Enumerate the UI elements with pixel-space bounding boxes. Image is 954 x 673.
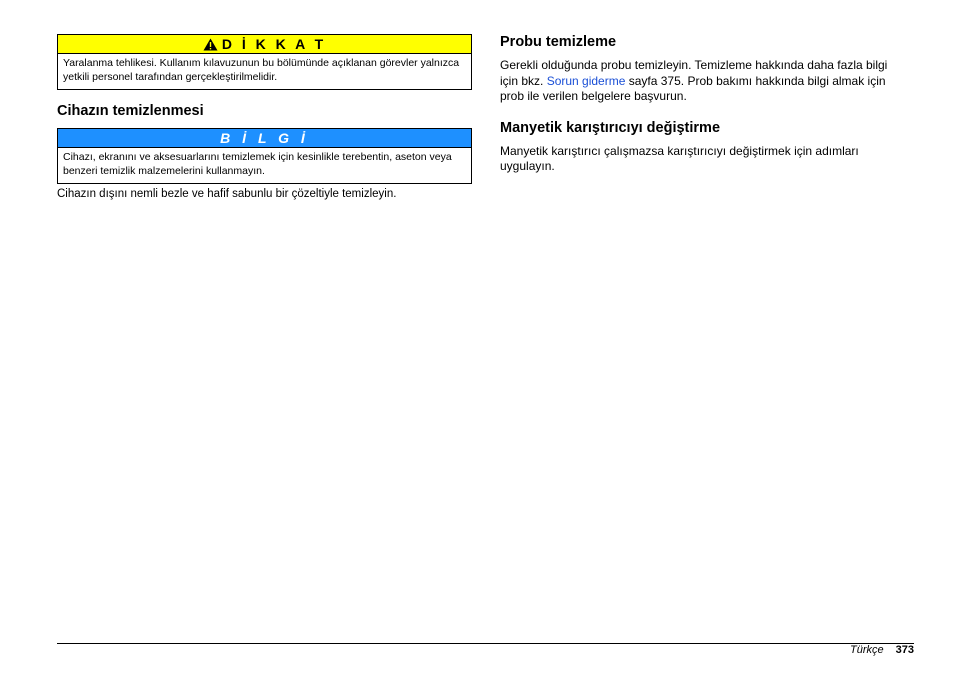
section-title-probe: Probu temizleme — [500, 34, 617, 50]
left-column — [57, 34, 472, 203]
caution-box — [57, 34, 472, 90]
footer-language: Türkçe — [850, 644, 884, 656]
caution-header — [58, 35, 471, 54]
footer — [850, 644, 914, 656]
info-box — [57, 128, 472, 184]
sorun-giderme-link[interactable]: Sorun giderme — [546, 73, 626, 88]
footer-divider — [57, 643, 914, 644]
probe-body — [500, 58, 900, 105]
warning-triangle-icon — [203, 38, 218, 51]
caution-label: D İ K K A T — [221, 36, 327, 52]
section-title-stirrer: Manyetik karıştırıcıyı değiştirme — [500, 119, 721, 136]
probe-text-after: sayfa 375. Prob bakımı hakkında bilgi almak için prob ile verilen belgelere başvurun. — [500, 73, 886, 103]
info-header — [58, 129, 471, 148]
info-text: Cihazı, ekranını ve aksesuarlarını temizlemek için kesinlikle terebentin, aseton veya benzeri temizlik malzemelerini kullanmayın. — [63, 151, 452, 177]
right-column — [500, 34, 900, 175]
section-title-cleaning: Cihazın temizlenmesi — [57, 103, 204, 119]
stirrer-body: Manyetik karıştırıcı çalışmazsa karıştırıcıyı değiştirmek için adımları uygulayın. — [500, 143, 859, 173]
cleaning-body: Cihazın dışını nemli bezle ve hafif sabunlu bir çözeltiyle temizleyin. — [57, 188, 397, 200]
page-number: 373 — [895, 644, 914, 656]
probe-text-before: Gerekli olduğunda probu temizleyin. Temizleme hakkında daha fazla bilgi için bkz. — [500, 58, 888, 88]
info-label: B İ L G İ — [220, 130, 309, 146]
caution-text: Yaralanma tehlikesi. Kullanım kılavuzunun bu bölümünde açıklanan görevler yalnızca yetkili personel tarafından gerçekleştirilmelidir. — [63, 57, 460, 83]
